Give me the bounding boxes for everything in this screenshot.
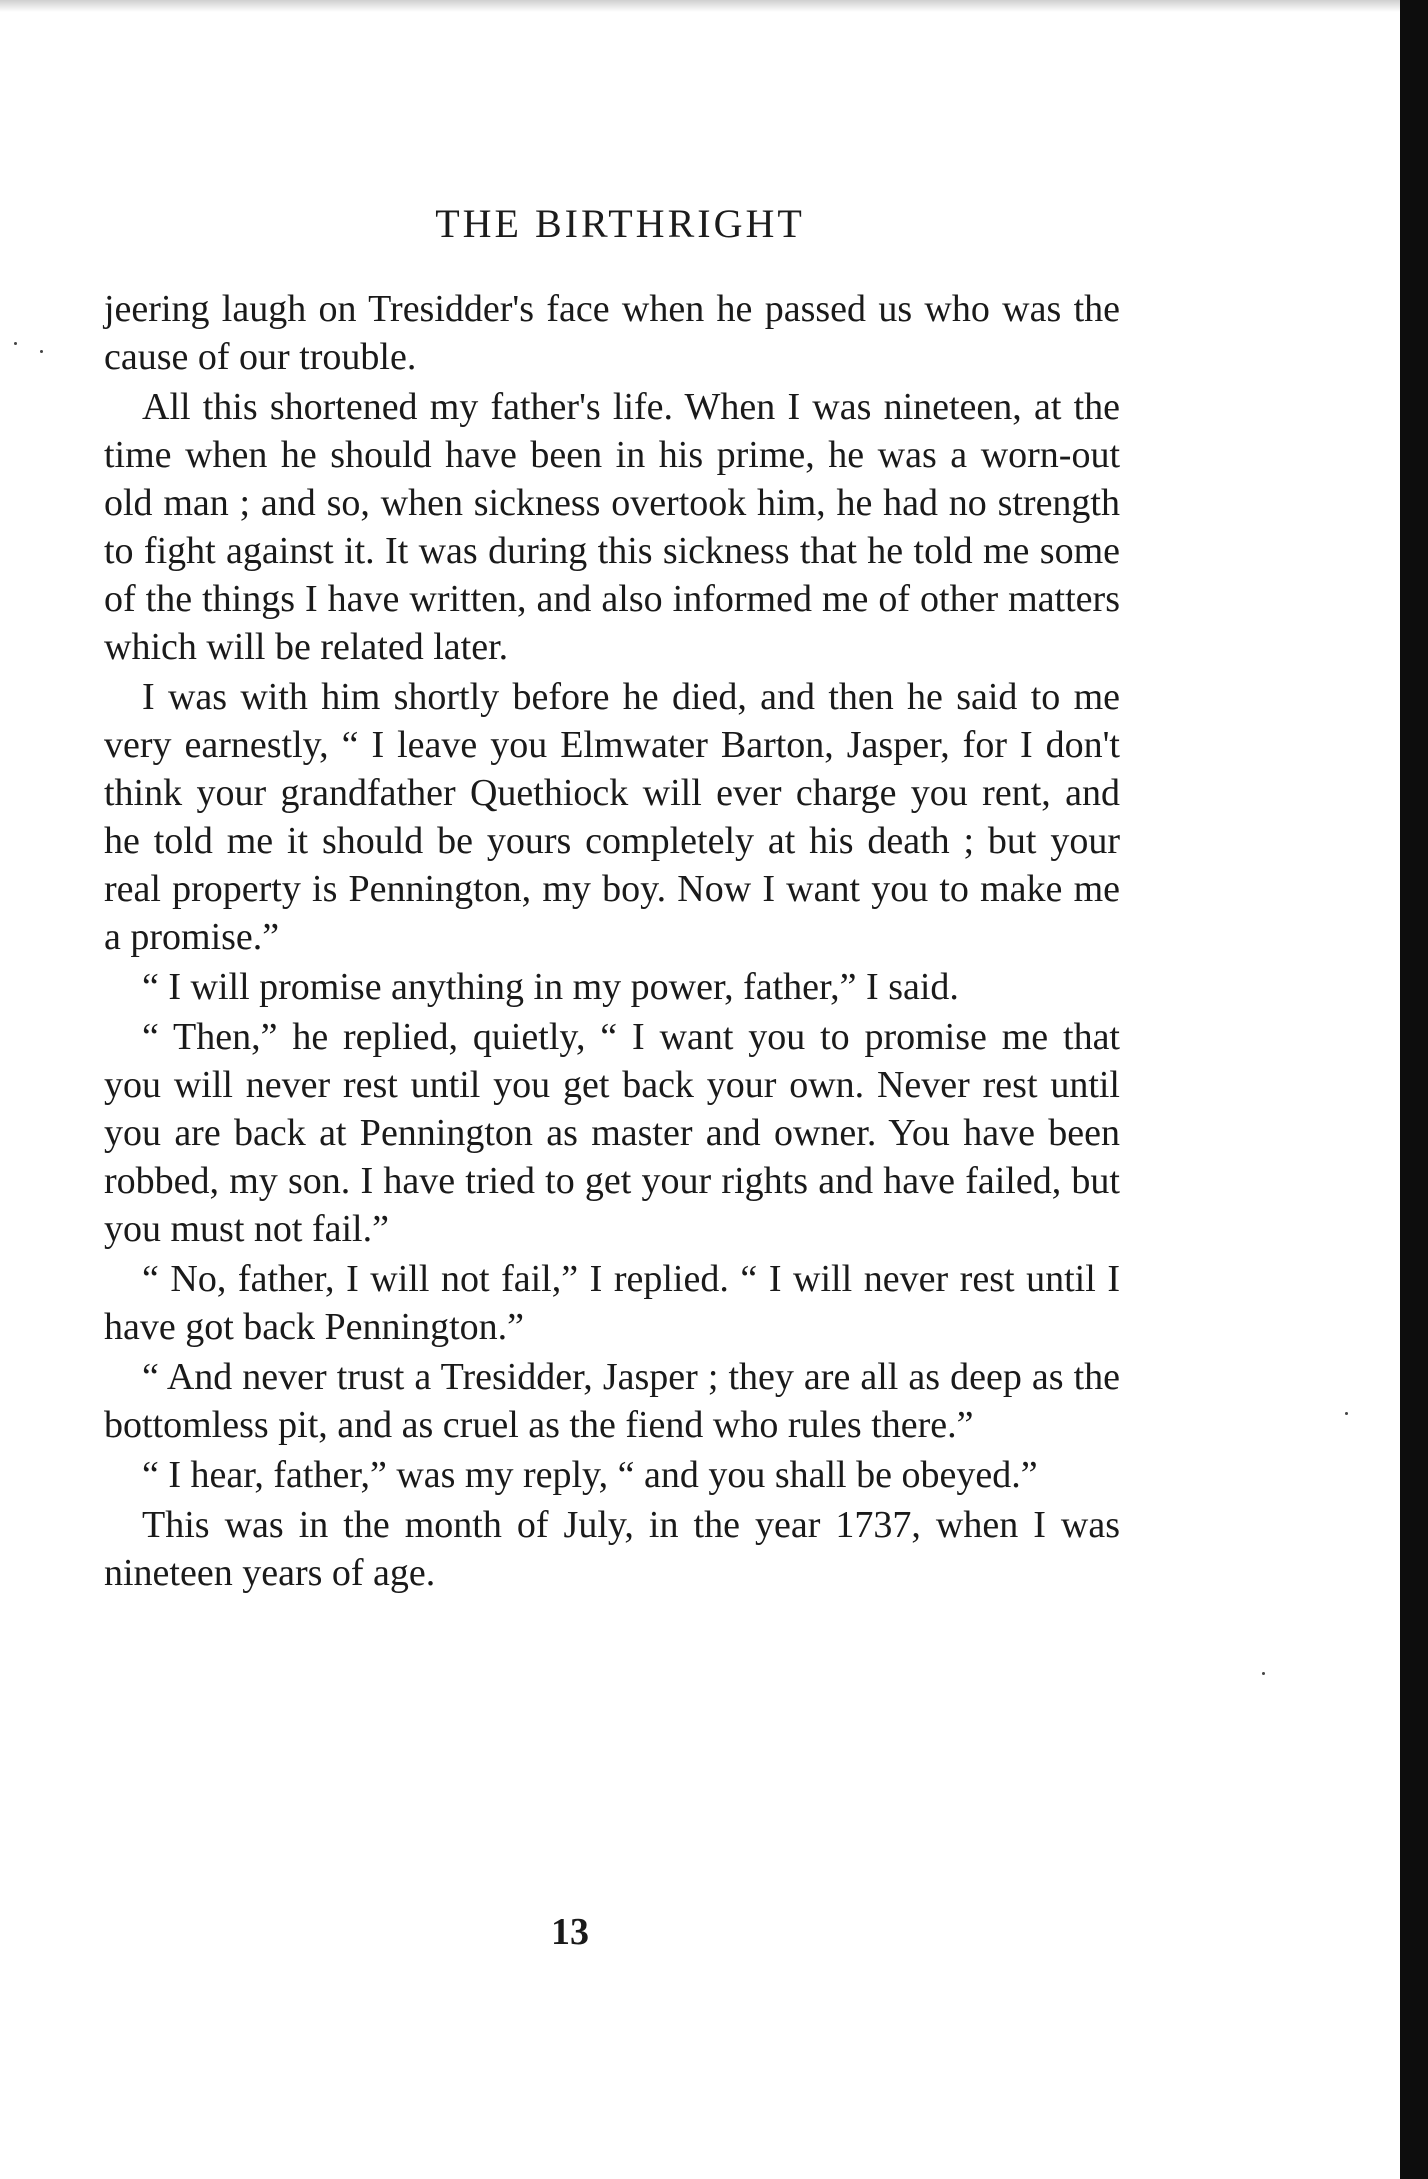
- page-number: 13: [551, 1911, 589, 1953]
- paragraph: “ And never trust a Tresidder, Jasper ; they are all as deep as the bottomless pit, and as cruel as the fiend who rules there.”: [104, 1356, 1120, 1446]
- page-binding-edge: [1400, 0, 1428, 2179]
- paragraph: jeering laugh on Tresidder's face when he passed us who was the cause of our trouble.: [104, 288, 1120, 378]
- paper-speck: [1262, 1672, 1265, 1675]
- running-head: THE BIRTHRIGHT: [435, 201, 805, 246]
- paragraph: “ I hear, father,” was my reply, “ and you shall be obeyed.”: [142, 1454, 1038, 1496]
- paragraph: “ Then,” he replied, quietly, “ I want you to promise me that you will never rest until you get back your own. Never rest until you are back at Pennington as master and owner. You have been robbed, my son. I have tried to get your rights and have failed, but you must not fail.”: [104, 1016, 1120, 1250]
- paper-speck: [14, 342, 17, 345]
- paragraph: “ I will promise anything in my power, father,” I said.: [142, 966, 959, 1008]
- paper-speck: [40, 350, 43, 353]
- paragraph: This was in the month of July, in the year 1737, when I was nineteen years of age.: [104, 1504, 1120, 1594]
- paragraph: I was with him shortly before he died, and then he said to me very earnestly, “ I leave you Elmwater Barton, Jasper, for I don't think your grandfather Quethiock will ever charge you rent, and he told me it should be yours completely at his death ; but your real property is Pennington, my boy. Now I want you to make me a promise.”: [104, 676, 1120, 958]
- paragraph: “ No, father, I will not fail,” I replied. “ I will never rest until I have got back Pennington.”: [104, 1258, 1120, 1348]
- body-text: [104, 285, 1120, 1599]
- paper-speck: [1345, 1412, 1348, 1415]
- paragraph: All this shortened my father's life. When I was nineteen, at the time when he should have been in his prime, he was a worn-out old man ; and so, when sickness overtook him, he had no strength to fight against it. It was during this sickness that he told me some of the things I have written, and also informed me of other matters which will be related later.: [104, 386, 1120, 668]
